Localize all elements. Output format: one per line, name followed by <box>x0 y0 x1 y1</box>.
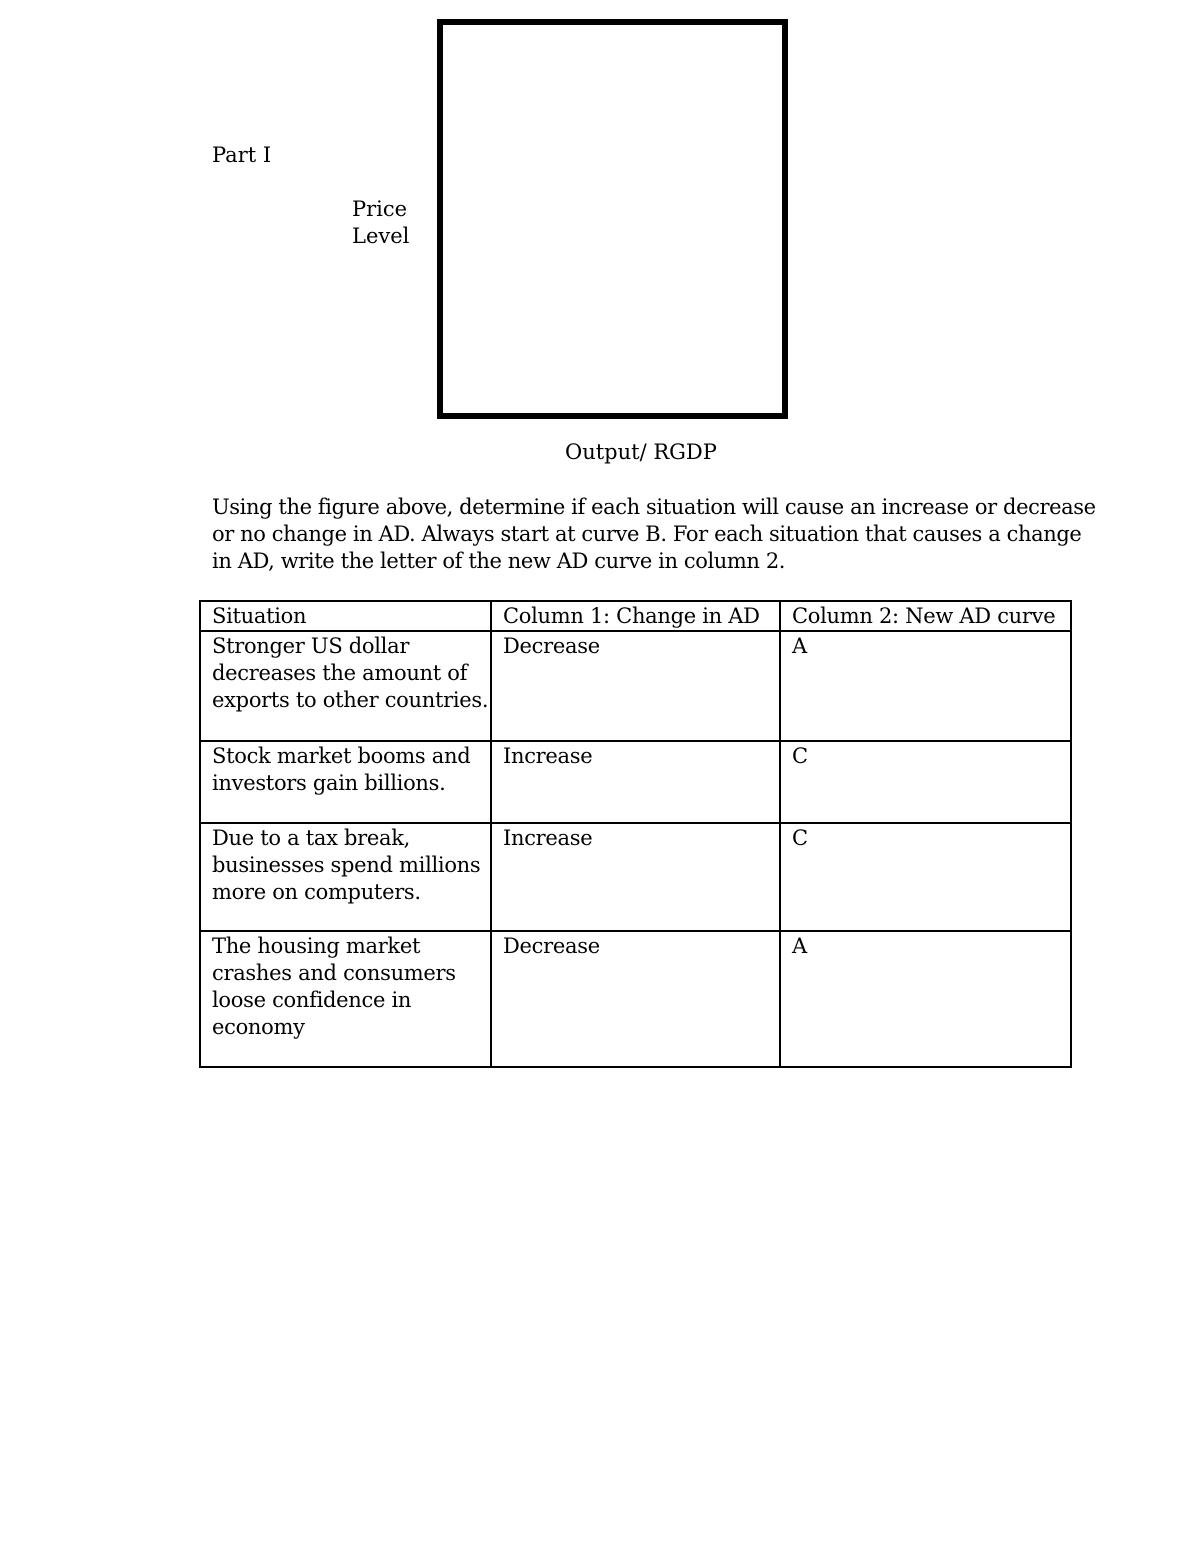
situation-line: decreases the amount of <box>212 661 468 685</box>
situation-line: exports to other countries. <box>212 688 489 712</box>
header-change-in-ad: Column 1: Change in AD <box>491 601 780 631</box>
table-row <box>200 931 1071 1067</box>
situation-line: investors gain billions. <box>212 771 446 795</box>
table-header-row <box>200 601 1071 631</box>
table-row <box>200 631 1071 741</box>
curve-cell: C <box>780 823 1071 931</box>
curve-cell: C <box>780 741 1071 823</box>
instructions <box>212 494 1096 575</box>
instructions-line: in AD, write the letter of the new AD curve in column 2. <box>212 549 786 573</box>
situation-cell <box>200 823 491 931</box>
y-axis-label <box>352 196 409 250</box>
situation-cell <box>200 631 491 741</box>
situation-cell <box>200 741 491 823</box>
curve-cell: A <box>780 931 1071 1067</box>
situation-line: loose confidence in <box>212 988 412 1012</box>
situation-cell <box>200 931 491 1067</box>
situation-line: The housing market <box>212 934 421 958</box>
situation-line: Stock market booms and <box>212 744 471 768</box>
instructions-line: Using the figure above, determine if each situation will cause an increase or decrease <box>212 495 1096 519</box>
situation-line: Stronger US dollar <box>212 634 410 658</box>
y-axis-label-line: Level <box>352 224 410 248</box>
header-situation: Situation <box>200 601 491 631</box>
change-cell: Decrease <box>491 631 780 741</box>
y-axis-label-line: Price <box>352 197 408 221</box>
table-row <box>200 823 1071 931</box>
situation-line: more on computers. <box>212 880 421 904</box>
instructions-line: or no change in AD. Always start at curve B. For each situation that causes a change <box>212 522 1082 546</box>
change-cell: Increase <box>491 741 780 823</box>
situation-line: crashes and consumers <box>212 961 456 985</box>
situations-table <box>199 600 1072 1068</box>
change-cell: Decrease <box>491 931 780 1067</box>
situation-line: Due to a tax break, <box>212 826 411 850</box>
situation-line: businesses spend millions <box>212 853 481 877</box>
x-axis-label: Output/ RGDP <box>565 440 717 464</box>
graph-frame <box>437 19 788 419</box>
change-cell: Increase <box>491 823 780 931</box>
part-label: Part I <box>212 143 272 167</box>
table-row <box>200 741 1071 823</box>
header-new-ad-curve: Column 2: New AD curve <box>780 601 1071 631</box>
situation-line: economy <box>212 1015 305 1039</box>
curve-cell: A <box>780 631 1071 741</box>
